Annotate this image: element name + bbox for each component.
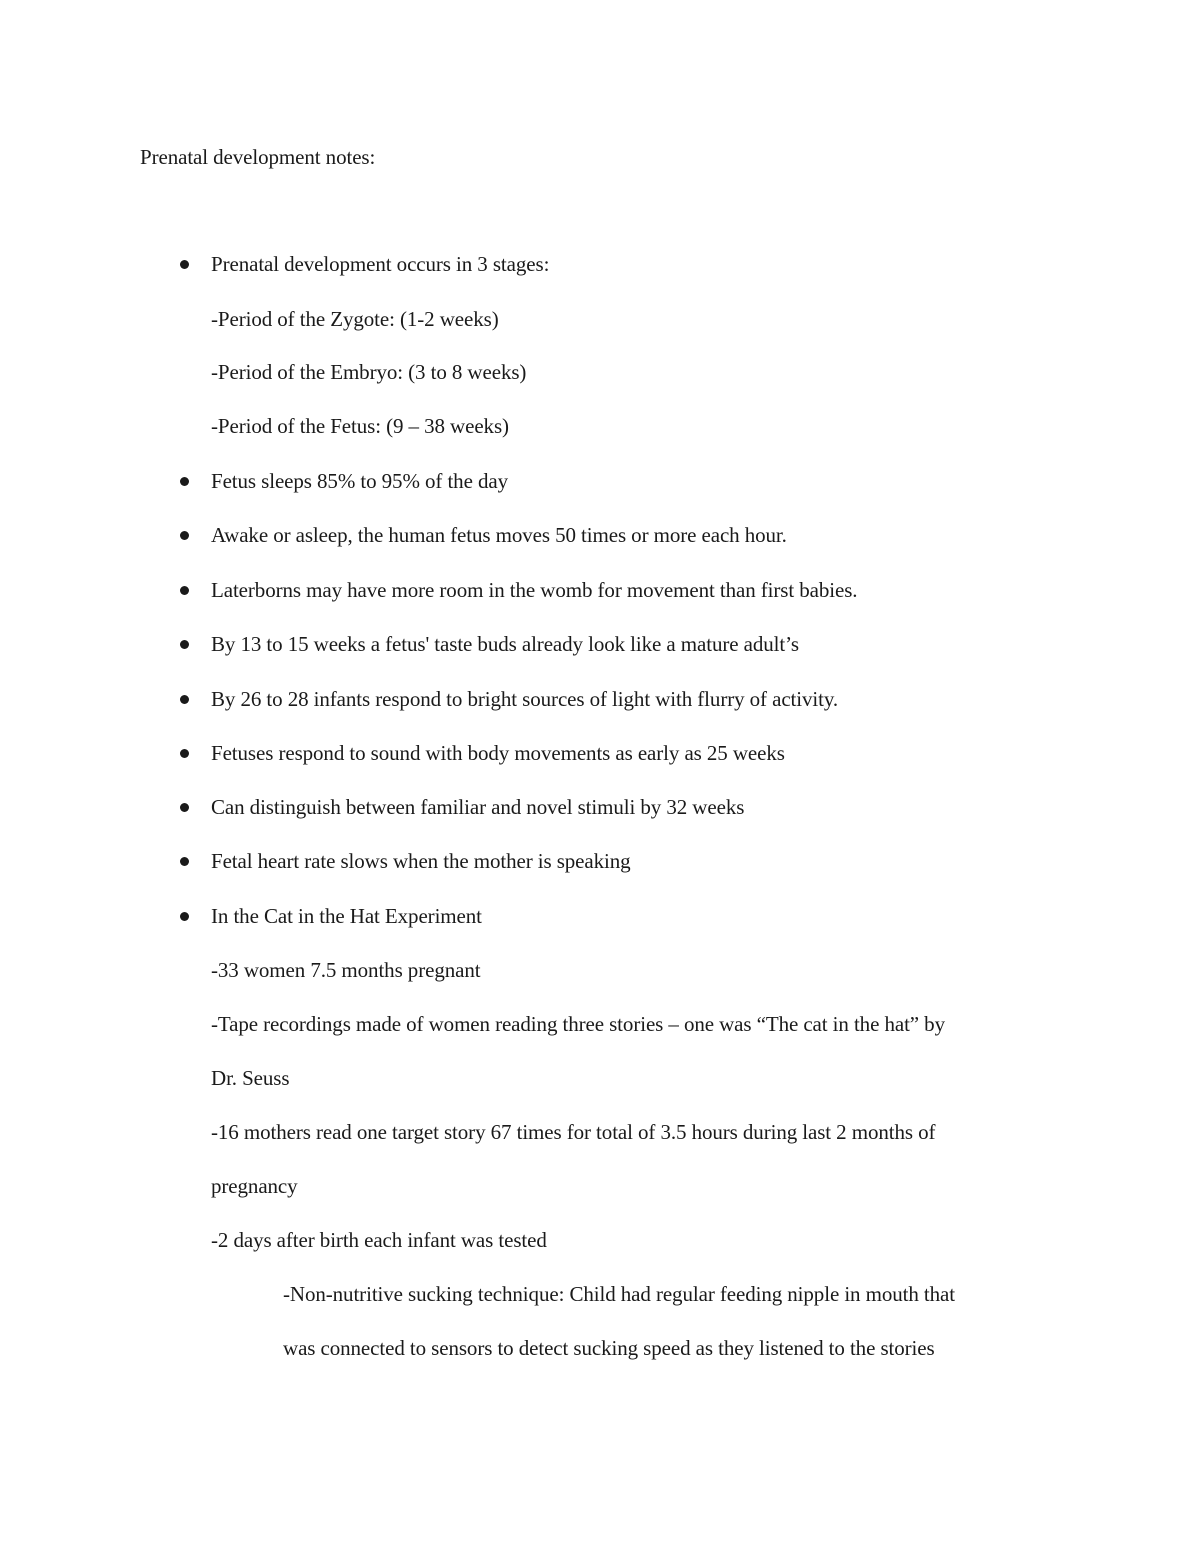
sub-item: -Period of the Zygote: (1-2 weeks): [211, 307, 499, 331]
sub-item: -2 days after birth each infant was tested: [211, 1228, 547, 1252]
bullet-icon: [180, 749, 189, 758]
bullet-icon: [180, 260, 189, 269]
list-item: Fetal heart rate slows when the mother is speaking: [211, 849, 631, 873]
sub-item: -Period of the Fetus: (9 – 38 weeks): [211, 414, 509, 438]
bullet-icon: [180, 531, 189, 540]
list-item: Fetus sleeps 85% to 95% of the day: [211, 469, 508, 493]
list-item: Laterborns may have more room in the womb for movement than first babies.: [211, 578, 858, 602]
bullet-icon: [180, 695, 189, 704]
sub-item: -Tape recordings made of women reading three stories – one was “The cat in the hat” by: [211, 1012, 945, 1036]
page-title: Prenatal development notes:: [140, 145, 376, 169]
list-item: In the Cat in the Hat Experiment: [211, 904, 482, 928]
sub-sub-item: was connected to sensors to detect sucking speed as they listened to the stories: [283, 1336, 935, 1360]
sub-item: -33 women 7.5 months pregnant: [211, 958, 481, 982]
sub-item: pregnancy: [211, 1174, 298, 1198]
list-item: Can distinguish between familiar and novel stimuli by 32 weeks: [211, 795, 745, 819]
bullet-icon: [180, 477, 189, 486]
list-item: Prenatal development occurs in 3 stages:: [211, 252, 550, 276]
list-item: Awake or asleep, the human fetus moves 50 times or more each hour.: [211, 523, 787, 547]
list-item: By 13 to 15 weeks a fetus' taste buds already look like a mature adult’s: [211, 632, 799, 656]
bullet-icon: [180, 912, 189, 921]
sub-item: -16 mothers read one target story 67 times for total of 3.5 hours during last 2 months of: [211, 1120, 936, 1144]
sub-sub-item: -Non-nutritive sucking technique: Child had regular feeding nipple in mouth that: [283, 1282, 956, 1306]
list-item: Fetuses respond to sound with body movements as early as 25 weeks: [211, 741, 785, 765]
bullet-icon: [180, 640, 189, 649]
bullet-icon: [180, 803, 189, 812]
list-item: By 26 to 28 infants respond to bright sources of light with flurry of activity.: [211, 687, 839, 711]
sub-item: -Period of the Embryo: (3 to 8 weeks): [211, 360, 527, 384]
bullet-icon: [180, 586, 189, 595]
sub-item: Dr. Seuss: [211, 1066, 290, 1090]
bullet-icon: [180, 857, 189, 866]
